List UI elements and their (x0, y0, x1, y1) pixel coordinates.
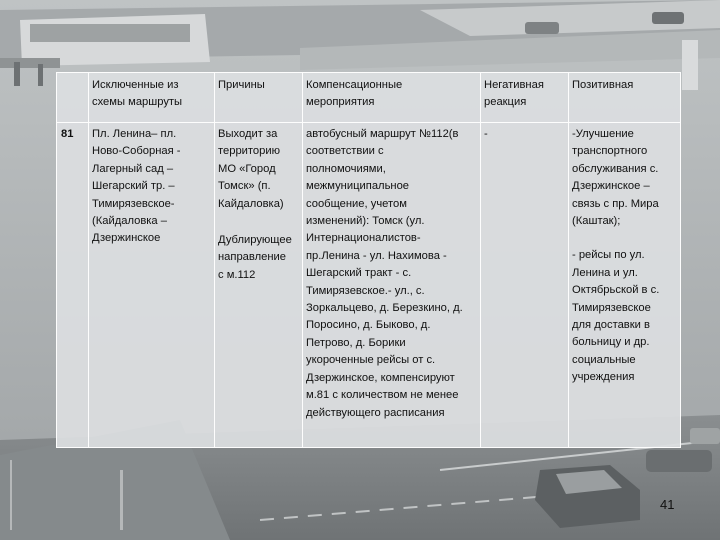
reason-duplicate: Дублирующее направление с м.112 (218, 234, 292, 281)
page-number: 41 (660, 497, 675, 512)
table-row (57, 123, 681, 448)
reason-territory: Выходит за территорию МО «Город Томск» (п. Кайдаловка) (218, 128, 284, 210)
routes-table (56, 72, 681, 448)
header-negative-reaction: Негативная реакция (481, 73, 569, 123)
positive-effect-1: -Улучшение транспортного обслуживания с. Дзержинское – связь с пр. Мира (Каштак); (572, 128, 659, 228)
table-header-row (57, 73, 681, 123)
header-excluded-routes: Исключенные из схемы маршруты (89, 73, 215, 123)
header-positive: Позитивная (569, 73, 681, 123)
positive-cell (569, 123, 681, 448)
excluded-route: Пл. Ленина– пл. Ново-Соборная - Лагерный сад – Шегарский тр. – Тимирязевское- (Кайдаловка – Дзержинское (89, 123, 215, 448)
header-reasons: Причины (215, 73, 303, 123)
negative-reaction: - (481, 123, 569, 448)
route-number: 81 (57, 123, 89, 448)
header-compensation: Компенсационные мероприятия (303, 73, 481, 123)
header-number (57, 73, 89, 123)
positive-effect-2: - рейсы по ул. Ленина и ул. Октябрьской в с. Тимирязевское для доставки в больницу и др. социальные учреждения (572, 249, 660, 384)
reasons-cell (215, 123, 303, 448)
compensation-measures: автобусный маршрут №112(в соответствии с полномочиями, межмуниципальное сообщение, учетом изменений): Томск (ул. Интернационалистов- пр.Ленина - ул. Нахимова - Шегарский тракт - с. Тимирязевское.- ул., с. Зоркальцево, д. Березкино, д. Поросино, д. Быково, д. Петрово, д. Борики укороченные рейсы от с. Дзержинское, компенсируют м.81 с количеством не менее действующего расписания (303, 123, 481, 448)
